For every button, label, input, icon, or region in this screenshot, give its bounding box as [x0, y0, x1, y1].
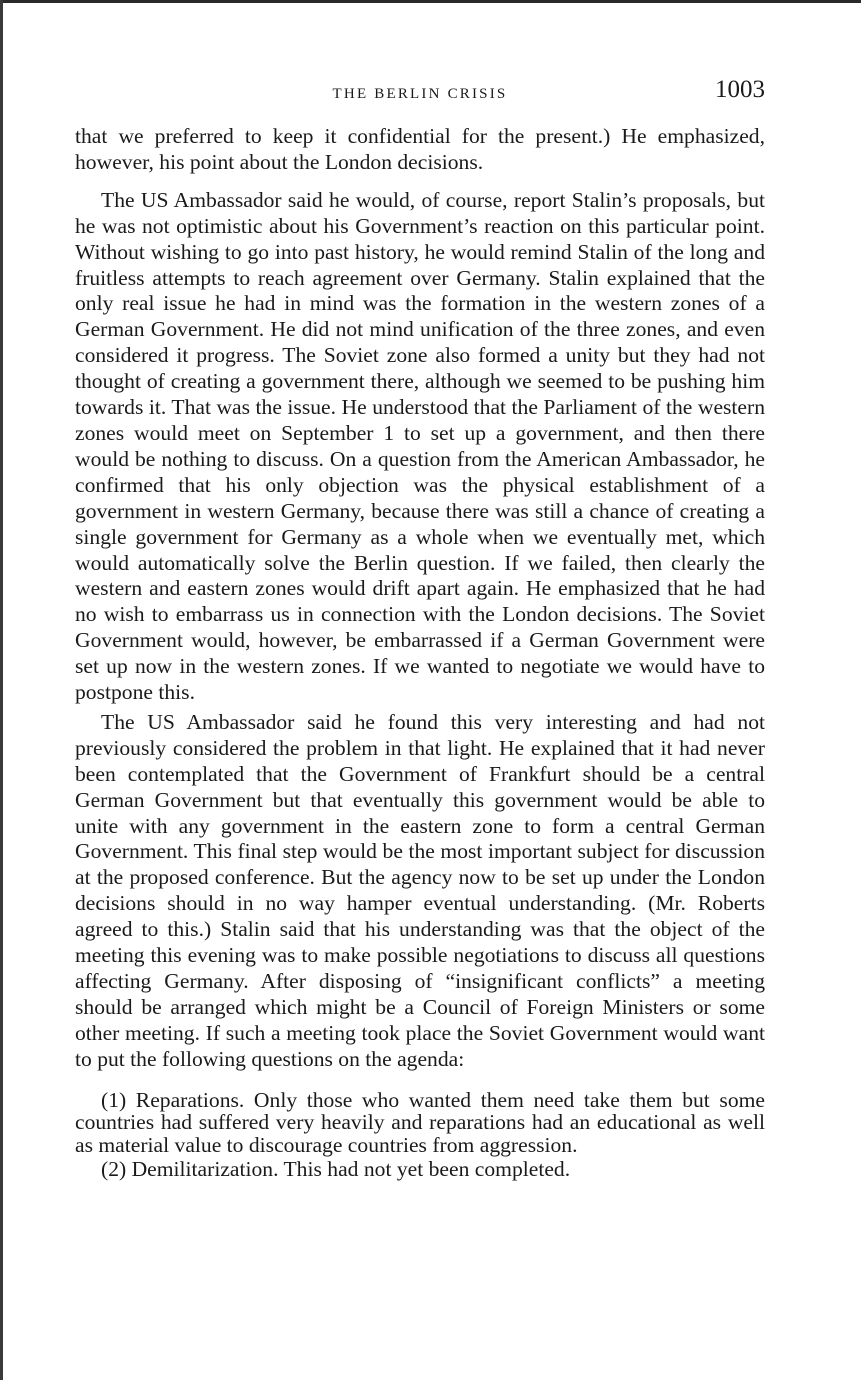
paragraph-ambassador-response: The US Ambassador said he found this very interesting and had not previously considered the problem in that light. He explained that it had never been contemplated that the Government of Frankfurt should be a central German Government but that eventually this government would be able to unite with any government in the eastern zone to form a central German Government. This final step would be the most important subject for discussion at the proposed conference. But the agency now to be set up under the London decisions should in no way hamper eventual understanding. (Mr. Roberts agreed to this.) Stalin said that his understanding was that the object of the meeting this evening was to make possible negotiations to discuss all questions affecting Germany. After disposing of “insignificant conflicts” a meeting should be arranged which might be a Council of Foreign Ministers or some other meeting. If such a meeting took place the Soviet Government would want to put the following questions on the agenda:	[75, 709, 765, 1071]
running-head	[75, 70, 765, 110]
document-page	[75, 70, 765, 1181]
paragraph-continuation: that we preferred to keep it confidential for the present.) He emphasized, however, his point about the London decisions.	[75, 124, 765, 174]
running-title: THE BERLIN CRISIS	[332, 86, 508, 102]
page-number: 1003	[715, 76, 765, 103]
agenda-list	[75, 1089, 765, 1181]
top-border-rule	[0, 0, 861, 3]
agenda-item-reparations: (1) Reparations. Only those who wanted them need take them but some countries had suffered very heavily and reparations had an educational as well as material value to discourage countries from aggression.	[75, 1087, 765, 1157]
left-border-rule	[0, 0, 3, 1380]
agenda-item-demilitarization: (2) Demilitarization. This had not yet been completed.	[101, 1157, 571, 1182]
paragraph-ambassador-report: The US Ambassador said he would, of course, report Stalin’s proposals, but he was not optimistic about his Government’s reaction on this particular point. Without wishing to go into past history, he would remind Stalin of the long and fruitless attempts to reach agreement over Germany. Stalin explained that the only real issue he had in mind was the formation in the western zones of a German Government. He did not mind unification of the three zones, and even considered it progress. The Soviet zone also formed a unity but they had not thought of creating a government there, although we seemed to be pushing him towards it. That was the issue. He understood that the Parliament of the western zones would meet on September 1 to set up a government, and then there would be nothing to discuss. On a question from the American Ambassador, he confirmed that his only objection was the physical establishment of a government in western Germany, because there was still a chance of creating a single government for Germany as a whole when we eventually met, which would automatically solve the Berlin question. If we failed, then clearly the western and eastern zones would drift apart again. He emphasized that he had no wish to embarrass us in connection with the London decisions. The Soviet Government would, however, be embarrassed if a German Government were set up now in the western zones. If we wanted to negotiate we would have to postpone this.	[75, 187, 765, 705]
body-text	[75, 124, 765, 1181]
